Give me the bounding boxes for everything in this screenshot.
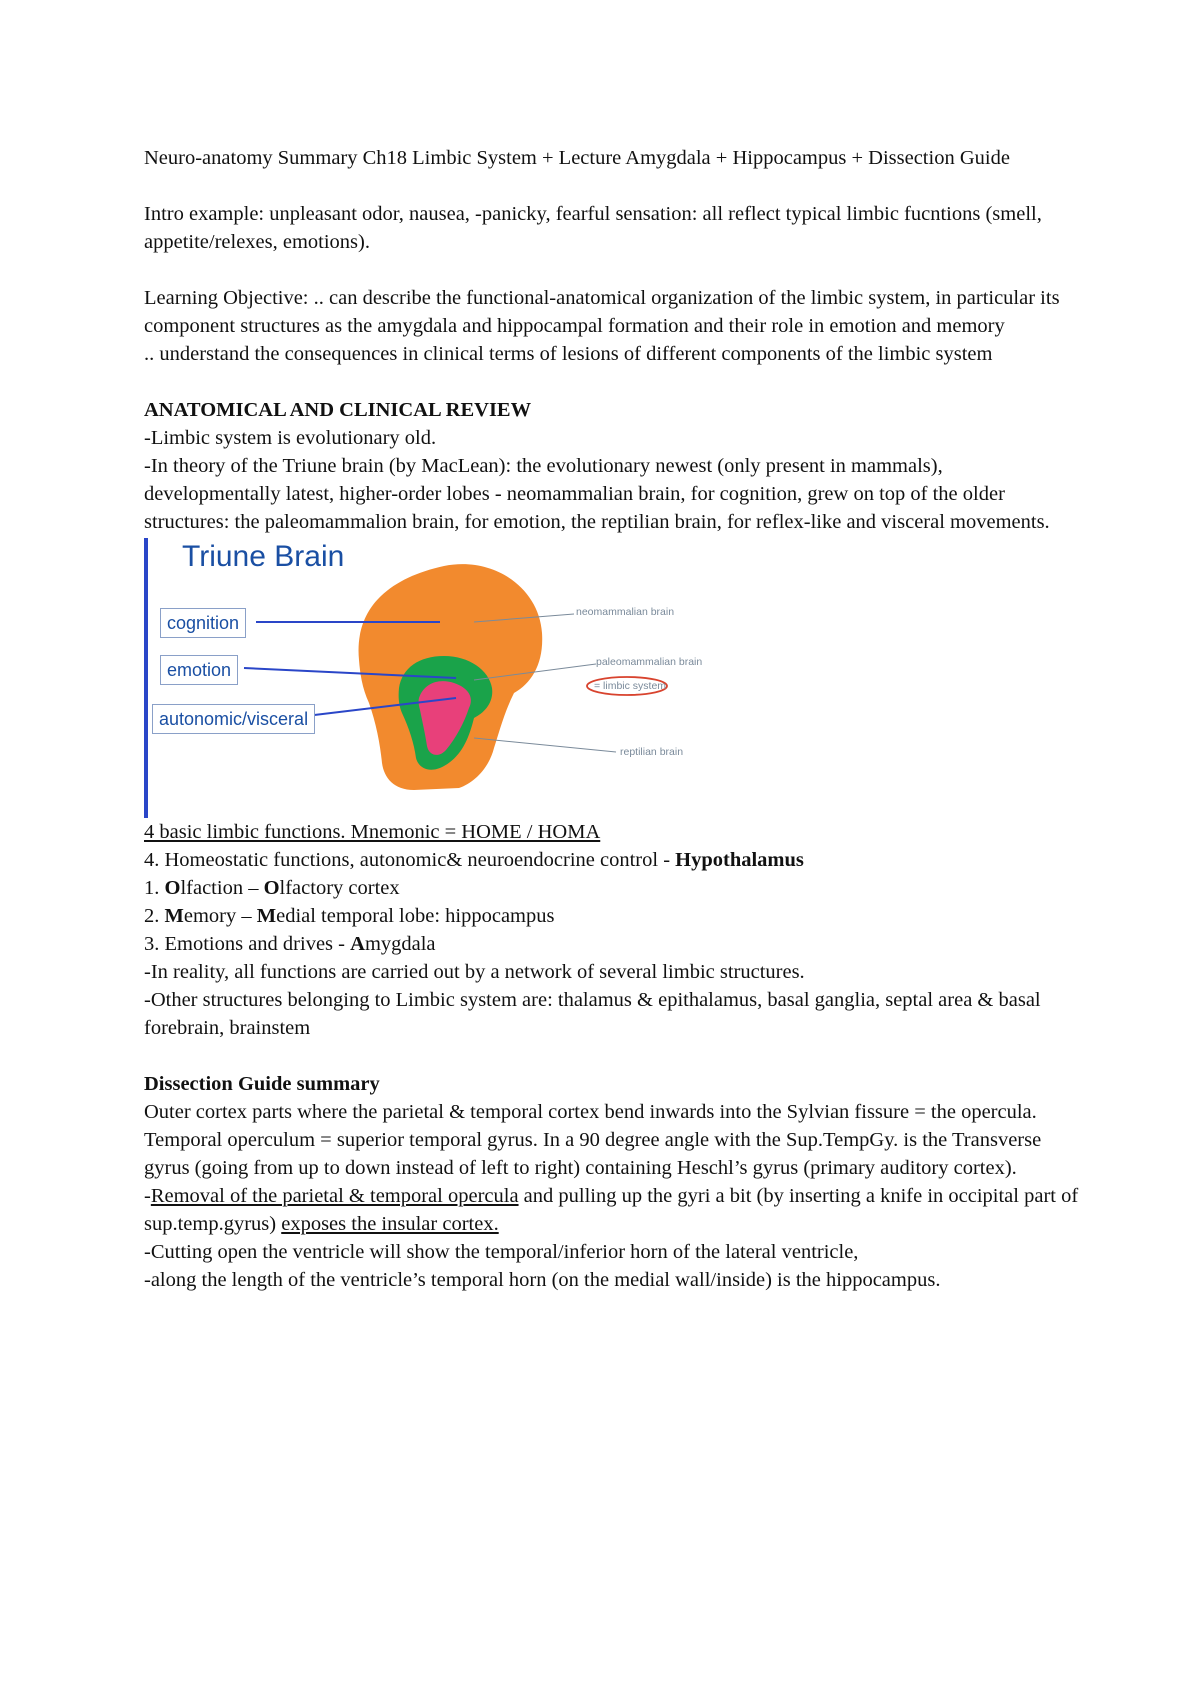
label-autonomic-visceral: autonomic/visceral	[152, 704, 315, 734]
label-reptilian-brain: reptilian brain	[620, 746, 684, 758]
function-memory-letter: M	[164, 905, 184, 927]
function-memory-letter-2: M	[256, 905, 277, 927]
function-olfaction-structure: lfactory cortex	[279, 877, 400, 899]
function-memory-num: 2.	[144, 905, 165, 927]
label-paleomammalian-brain: paleomammalian brain	[596, 656, 703, 668]
dissection-p3-underline-2: exposes the insular cortex.	[281, 1213, 499, 1235]
document-page	[144, 144, 1084, 1294]
functions-heading: 4 basic limbic functions. Mnemonic = HOME / HOMA	[144, 821, 601, 843]
function-emotions-letter: A	[350, 933, 365, 955]
function-memory-structure: edial temporal lobe: hippocampus	[276, 905, 555, 927]
function-homeostatic-structure: Hypothalamus	[675, 849, 804, 871]
dissection-paragraph-1: Outer cortex parts where the parietal & temporal cortex bend inwards into the Sylvian fissure = the opercula.	[144, 1101, 1037, 1123]
dissection-paragraph-3	[144, 1182, 1084, 1238]
function-olfaction	[144, 874, 1084, 902]
function-olfaction-num: 1.	[144, 877, 165, 899]
limbic-functions-section	[144, 818, 1084, 1042]
function-homeostatic	[144, 846, 1084, 874]
review-paragraph-1: -Limbic system is evolutionary old.	[144, 427, 437, 449]
dissection-heading: Dissection Guide summary	[144, 1073, 380, 1095]
label-limbic-system: = limbic system	[594, 680, 667, 692]
intro-paragraph: Intro example: unpleasant odor, nausea, -panicky, fearful sensation: all reflect typical limbic fucntions (smell, appetite/relexes, emotions).	[144, 203, 1042, 253]
label-neomammalian-brain: neomammalian brain	[576, 606, 675, 618]
function-memory	[144, 902, 1084, 930]
review-paragraph-2: -In theory of the Triune brain (by MacLean): the evolutionary newest (only present in mammals), developmentally latest, higher-order lobes - neomammalian brain, for cognition, grew on top of the older structures: the paleomammalion brain, for emotion, the reptilian brain, for reflex-like and visceral movements.	[144, 455, 1050, 533]
dissection-p3-text: and pulling up the gyri a bit (by inserting a knife in occipital part of sup.temp.gyrus)	[144, 1185, 1079, 1235]
pointer-reptilian	[474, 738, 616, 752]
dissection-paragraph-2: Temporal operculum = superior temporal gyrus. In a 90 degree angle with the Sup.TempGy. is the Transverse gyrus (going from up to down instead of left to right) containing Heschl’s gyrus (primary auditory cortex).	[144, 1129, 1042, 1179]
function-olfaction-text: lfaction –	[180, 877, 264, 899]
figure-left-bar	[144, 538, 148, 818]
dissection-p3-dash: -	[144, 1185, 151, 1207]
objective-line-2: .. understand the consequences in clinical terms of lesions of different components of the limbic system	[144, 343, 993, 365]
functions-other-structures: -Other structures belonging to Limbic system are: thalamus & epithalamus, basal ganglia, septal area & basal forebrain, brainstem	[144, 989, 1041, 1039]
triune-brain-figure	[144, 538, 724, 818]
document-title: Neuro-anatomy Summary Ch18 Limbic System + Lecture Amygdala + Hippocampus + Dissection Guide	[144, 147, 1010, 169]
dissection-p3-underline-1: Removal of the parietal & temporal opercula	[150, 1185, 519, 1207]
dissection-paragraph-5: -along the length of the ventricle’s temporal horn (on the medial wall/inside) is the hippocampus.	[144, 1269, 941, 1291]
function-olfaction-letter: O	[164, 877, 181, 899]
function-emotions-text: 3. Emotions and drives -	[144, 933, 351, 955]
function-emotions-structure: mygdala	[364, 933, 436, 955]
function-homeostatic-text: 4. Homeostatic functions, autonomic& neuroendocrine control -	[144, 849, 676, 871]
function-memory-text: emory –	[183, 905, 257, 927]
learning-objective	[144, 284, 1084, 368]
function-emotions	[144, 930, 1084, 958]
label-cognition: cognition	[160, 608, 246, 638]
review-heading: ANATOMICAL AND CLINICAL REVIEW	[144, 399, 532, 421]
functions-reality-note: -In reality, all functions are carried out by a network of several limbic structures.	[144, 961, 805, 983]
figure-title: Triune Brain	[182, 540, 345, 573]
review-section	[144, 396, 1084, 536]
label-emotion: emotion	[160, 655, 238, 685]
dissection-section	[144, 1070, 1084, 1294]
function-olfaction-letter-2: O	[263, 877, 280, 899]
dissection-paragraph-4: -Cutting open the ventricle will show the temporal/inferior horn of the lateral ventricle,	[144, 1241, 859, 1263]
objective-line-1: Learning Objective: .. can describe the functional-anatomical organization of the limbic system, in particular its component structures as the amygdala and hippocampal formation and their role in emotion and memory	[144, 287, 1060, 337]
